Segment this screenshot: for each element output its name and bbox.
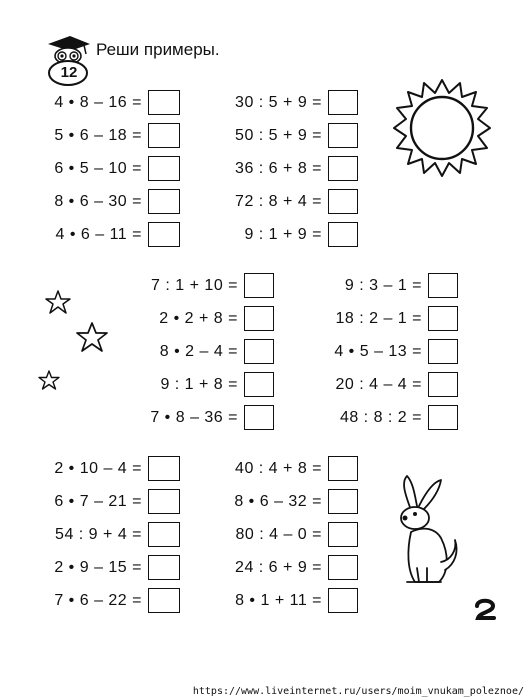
equation-text: 4 • 5 – 13 = [334, 343, 422, 360]
equation-text: 4 • 8 – 16 = [54, 94, 142, 111]
equation-text: 9 : 1 + 8 = [160, 376, 238, 393]
answer-box[interactable] [328, 522, 358, 547]
answer-box[interactable] [244, 306, 274, 331]
equation-text: 72 : 8 + 4 = [235, 193, 322, 210]
answer-box[interactable] [428, 339, 458, 364]
equation-text: 4 • 6 – 11 = [55, 226, 142, 243]
star-icon [45, 290, 71, 314]
equation-text: 6 • 5 – 10 = [54, 160, 142, 177]
answer-box[interactable] [328, 555, 358, 580]
star-icon [38, 370, 60, 390]
equation-text: 36 : 6 + 8 = [235, 160, 322, 177]
equation-text: 48 : 8 : 2 = [339, 409, 422, 426]
source-url: https://www.liveinternet.ru/users/moim_vnukam_poleznoe/ [192, 686, 524, 697]
equation-text: 20 : 4 – 4 = [335, 376, 422, 393]
equation-text: 8 • 1 + 11 = [235, 592, 322, 609]
equation-text: 30 : 5 + 9 = [235, 94, 322, 111]
answer-box[interactable] [328, 456, 358, 481]
equation-text: 18 : 2 – 1 = [335, 310, 422, 327]
equation-text: 2 • 9 – 15 = [54, 559, 142, 576]
answer-box[interactable] [148, 90, 180, 115]
page-title: Реши примеры. [96, 40, 220, 59]
answer-box[interactable] [148, 489, 180, 514]
answer-box[interactable] [428, 405, 458, 430]
answer-box[interactable] [328, 123, 358, 148]
equation-text: 9 : 1 + 9 = [244, 226, 322, 243]
answer-box[interactable] [328, 588, 358, 613]
answer-box[interactable] [244, 273, 274, 298]
answer-box[interactable] [148, 588, 180, 613]
answer-box[interactable] [148, 456, 180, 481]
equation-text: 50 : 5 + 9 = [235, 127, 322, 144]
answer-box[interactable] [148, 555, 180, 580]
sun-icon [392, 78, 492, 178]
answer-box[interactable] [428, 306, 458, 331]
owl-badge-icon [44, 34, 92, 86]
answer-box[interactable] [244, 339, 274, 364]
equation-text: 40 : 4 + 8 = [235, 460, 322, 477]
equation-text: 80 : 4 – 0 = [235, 526, 322, 543]
answer-box[interactable] [428, 273, 458, 298]
answer-box[interactable] [428, 372, 458, 397]
equation-text: 8 • 2 – 4 = [159, 343, 238, 360]
answer-box[interactable] [148, 123, 180, 148]
answer-box[interactable] [244, 405, 274, 430]
star-icon [76, 322, 108, 352]
equation-text: 9 : 3 – 1 = [344, 277, 422, 294]
equation-text: 7 • 6 – 22 = [54, 592, 142, 609]
equation-text: 7 • 8 – 36 = [150, 409, 238, 426]
equation-text: 54 : 9 + 4 = [55, 526, 142, 543]
answer-box[interactable] [148, 522, 180, 547]
corner-glyph-icon [474, 596, 496, 620]
equation-text: 7 : 1 + 10 = [151, 277, 238, 294]
badge-number: 12 [60, 64, 78, 81]
answer-box[interactable] [328, 489, 358, 514]
answer-box[interactable] [328, 90, 358, 115]
answer-box[interactable] [244, 372, 274, 397]
equation-text: 8 • 6 – 30 = [54, 193, 142, 210]
equation-text: 8 • 6 – 32 = [234, 493, 322, 510]
equation-text: 24 : 6 + 9 = [235, 559, 322, 576]
answer-box[interactable] [328, 222, 358, 247]
answer-box[interactable] [148, 222, 180, 247]
equation-text: 6 • 7 – 21 = [54, 493, 142, 510]
equation-text: 2 • 10 – 4 = [54, 460, 142, 477]
answer-box[interactable] [148, 189, 180, 214]
answer-box[interactable] [148, 156, 180, 181]
answer-box[interactable] [328, 189, 358, 214]
equation-text: 5 • 6 – 18 = [54, 127, 142, 144]
rabbit-icon [393, 472, 465, 592]
answer-box[interactable] [328, 156, 358, 181]
equation-text: 2 • 2 + 8 = [159, 310, 238, 327]
